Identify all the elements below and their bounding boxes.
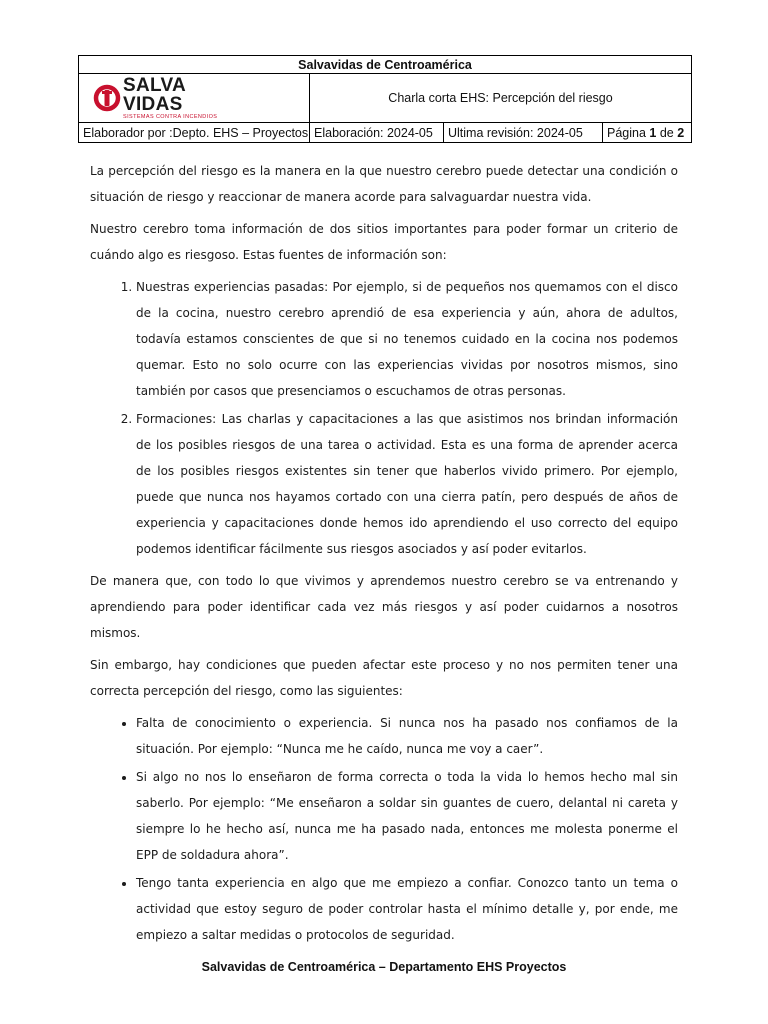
sources-list — [90, 274, 678, 562]
intro-paragraph: La percepción del riesgo es la manera en la que nuestro cerebro puede detectar una condición o situación de riesgo y reaccionar de manera acorde para salvaguardar nuestra vida. — [90, 164, 678, 204]
logo-cell — [79, 74, 310, 123]
page-of: de — [656, 125, 678, 140]
lifebuoy-logo-icon — [93, 81, 121, 115]
company-title: Salvavidas de Centroamérica — [79, 56, 692, 74]
document-body — [90, 158, 678, 954]
page-total: 2 — [677, 125, 685, 140]
company-logo — [79, 74, 309, 122]
list-item: 2. Formaciones: Las charlas y capacitaciones a las que asistimos nos brindan información de los posibles riesgos de una tarea o actividad. Esta es una forma de aprender acerca de los posibles riesgos existentes sin tener que haberlos vivido primero. Por ejemplo, puede que nunca nos hayamos cortado con una cierra patín, pero después de años de experiencia y capacitaciones donde hemos ido aprendiendo el uso correcto del equipo podemos identificar fácilmente sus riesgos asociados y así poder evitarlos. — [136, 406, 678, 562]
logo-tagline: SISTEMAS CONTRA INCENDIOS — [123, 113, 218, 120]
author-cell: Elaborador por :Depto. EHS – Proyectos — [79, 123, 310, 143]
list-item: • Si algo no nos lo enseñaron de forma correcta o toda la vida lo hemos hecho mal sin saberlo. Por ejemplo: “Me enseñaron a soldar sin guantes de cuero, delantal ni careta y siempre lo he hecho así, nunca me ha pasado nada, entonces me molesta ponerme el EPP de soldadura ahora”. — [136, 764, 678, 868]
conditions-paragraph: Sin embargo, hay condiciones que pueden afectar este proceso y no nos permiten tener una correcta percepción del riesgo, como las siguientes: — [90, 658, 678, 698]
logo-line-2: VIDAS — [123, 93, 183, 115]
list-item: • Tengo tanta experiencia en algo que me empiezo a confiar. Conozco tanto un tema o actividad que estoy seguro de poder controlar hasta el mínimo detalle y, por ende, me empiezo a saltar medidas o protocolos de seguridad. — [136, 870, 678, 948]
page-prefix: Página — [607, 125, 650, 140]
list-item: 1. Nuestras experiencias pasadas: Por ejemplo, si de pequeños nos quemamos con el disco de la cocina, nuestro cerebro aprendió de esa experiencia y aún, ahora de adultos, todavía estamos conscientes de que si no tenemos cuidado en la cocina nos podemos quemar. Esto no solo ocurre con las experiencias vividas por nosotros mismos, sino también por casos que presenciamos o escuchamos de otras personas. — [136, 274, 678, 404]
page-number-cell — [603, 123, 692, 143]
document-header-table — [78, 55, 692, 143]
revision-date-cell: Ultima revisión: 2024-05 — [444, 123, 603, 143]
list-item: • Falta de conocimiento o experiencia. Si nunca nos ha pasado nos confiamos de la situación. Por ejemplo: “Nunca me he caído, nunca me voy a caer”. — [136, 710, 678, 762]
page-current: 1 — [649, 125, 657, 140]
sources-paragraph: Nuestro cerebro toma información de dos sitios importantes para poder formar un criterio de cuándo algo es riesgoso. Estas fuentes de información son: — [90, 222, 678, 262]
page-footer: Salvavidas de Centroamérica – Departamento EHS Proyectos — [201, 960, 567, 974]
logo-line-1: SALVA — [123, 74, 187, 96]
elaboration-date-cell: Elaboración: 2024-05 — [310, 123, 444, 143]
conclusion-paragraph: De manera que, con todo lo que vivimos y aprendemos nuestro cerebro se va entrenando y aprendiendo para poder identificar cada vez más riesgos y así poder cuidarnos a nosotros mismos. — [90, 574, 678, 640]
conditions-list — [90, 710, 678, 948]
document-subject: Charla corta EHS: Percepción del riesgo — [310, 74, 692, 123]
